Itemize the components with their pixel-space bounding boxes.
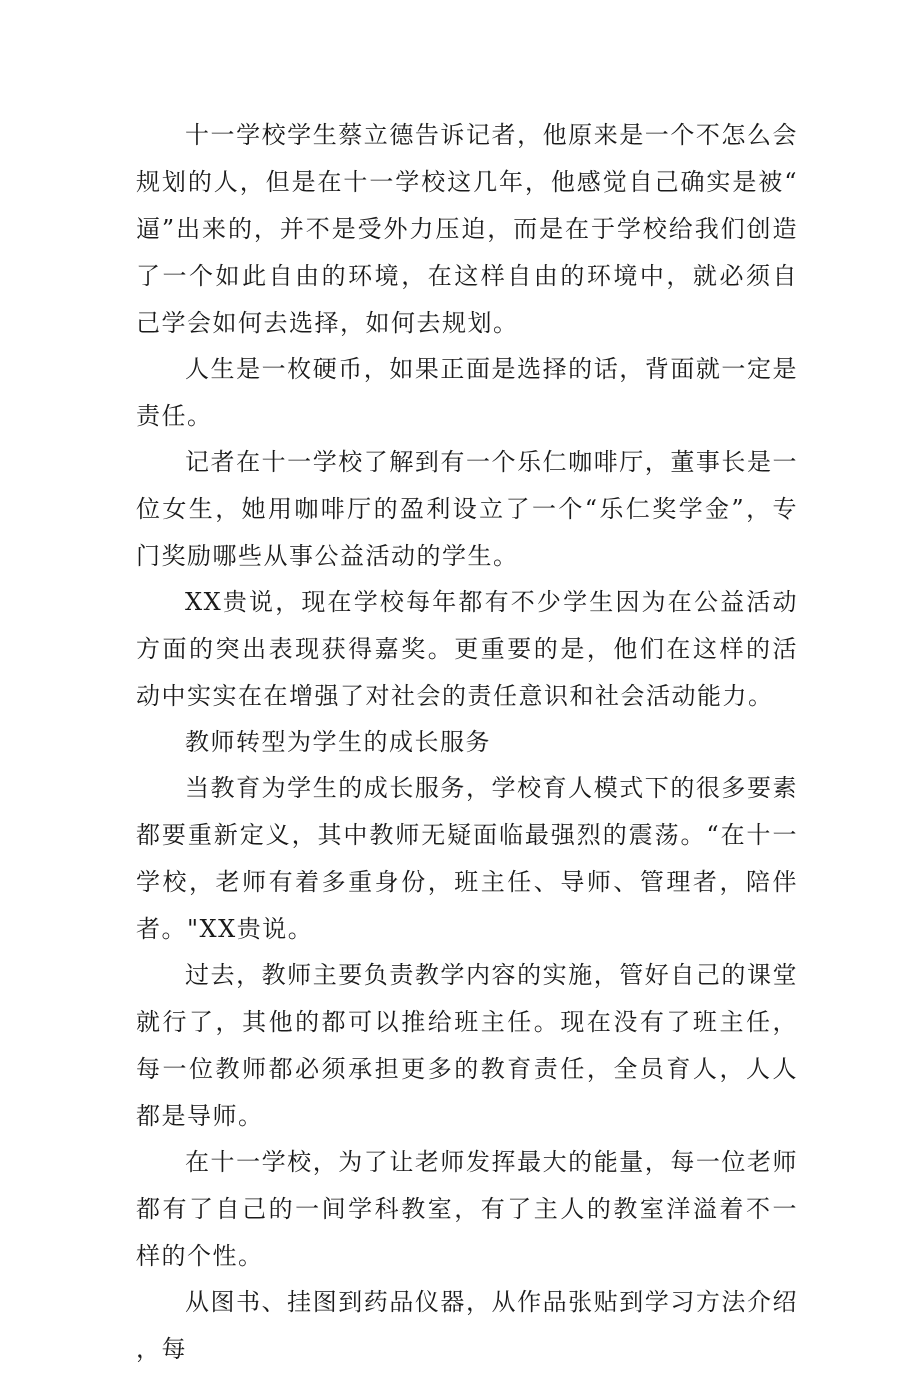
paragraph-3: 记者在十一学校了解到有一个乐仁咖啡厅，董事长是一位女生，她用咖啡厅的盈利设立了一个“乐仁奖学金”，专门奖励哪些从事公益活动的学生。: [136, 448, 798, 570]
paragraph-8: 在十一学校，为了让老师发挥最大的能量，每一位老师都有了自己的一间学科教室，有了主人的教室洋溢着不一样的个性。: [136, 1148, 798, 1270]
body-text: [136, 112, 798, 1372]
paragraph-9: 从图书、挂图到药品仪器，从作品张贴到学习方法介绍，每: [136, 1288, 798, 1363]
section-heading: 教师转型为学生的成长服务: [185, 728, 491, 756]
paragraph-1: 十一学校学生蔡立德告诉记者，他原来是一个不怎么会规划的人，但是在十一学校这几年，他感觉自己确实是被“逼”出来的，并不是受外力压迫，而是在于学校给我们创造了一个如此自由的环境，在这样自由的环境中，就必须自己学会如何去选择，如何去规划。: [136, 121, 798, 337]
paragraph-7: 过去，教师主要负责教学内容的实施，管好自己的课堂就行了，其他的都可以推给班主任。现在没有了班主任，每一位教师都必须承担更多的教育责任，全员育人，人人都是导师。: [136, 961, 798, 1130]
paragraph-6: 当教育为学生的成长服务，学校育人模式下的很多要素都要重新定义，其中教师无疑面临最强烈的震荡。“在十一学校，老师有着多重身份，班主任、导师、管理者，陪伴者。"XX贵说。: [136, 774, 798, 943]
paragraph-4: XX贵说，现在学校每年都有不少学生因为在公益活动方面的突出表现获得嘉奖。更重要的是，他们在这样的活动中实实在在增强了对社会的责任意识和社会活动能力。: [136, 588, 798, 710]
paragraph-2: 人生是一枚硬币，如果正面是选择的话，背面就一定是责任。: [136, 355, 798, 430]
